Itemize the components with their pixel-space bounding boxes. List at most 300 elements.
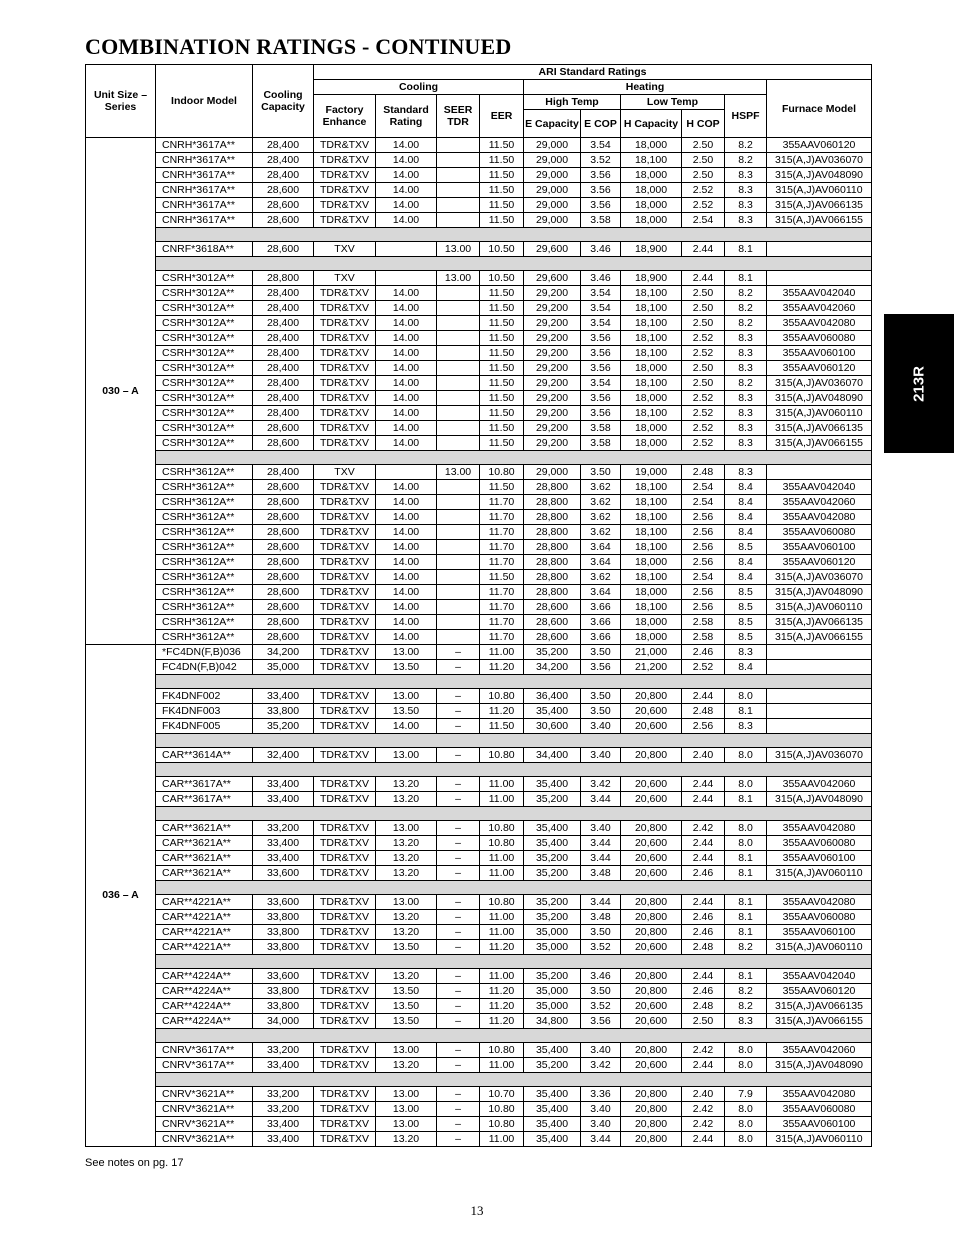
table-cell bbox=[767, 704, 872, 719]
table-cell: – bbox=[437, 704, 480, 719]
table-cell: CSRH*3012A** bbox=[156, 391, 253, 406]
table-cell: 2.40 bbox=[682, 1087, 725, 1102]
table-cell: 8.3 bbox=[725, 168, 767, 183]
table-cell: 14.00 bbox=[376, 570, 437, 585]
table-cell: 11.00 bbox=[480, 969, 524, 984]
table-cell: 11.00 bbox=[480, 1132, 524, 1147]
table-cell: 11.00 bbox=[480, 792, 524, 807]
table-cell: 18,100 bbox=[621, 406, 682, 421]
table-cell bbox=[437, 495, 480, 510]
table-cell: 14.00 bbox=[376, 168, 437, 183]
table-cell: 3.42 bbox=[581, 1058, 621, 1073]
table-cell: TDR&TXV bbox=[314, 331, 376, 346]
table-cell: 11.50 bbox=[480, 376, 524, 391]
table-cell: CSRH*3612A** bbox=[156, 495, 253, 510]
table-cell: 14.00 bbox=[376, 391, 437, 406]
table-row bbox=[86, 198, 872, 213]
table-row bbox=[86, 168, 872, 183]
table-cell: 13.50 bbox=[376, 704, 437, 719]
table-cell: – bbox=[437, 792, 480, 807]
table-cell: 2.48 bbox=[682, 704, 725, 719]
table-cell: 21,000 bbox=[621, 645, 682, 660]
separator-cell bbox=[156, 763, 872, 777]
table-cell: TDR&TXV bbox=[314, 925, 376, 940]
table-cell: 18,100 bbox=[621, 525, 682, 540]
table-cell: 10.80 bbox=[480, 748, 524, 763]
header-unit-size: Unit Size – Series bbox=[86, 65, 156, 138]
table-cell: 20,800 bbox=[621, 1087, 682, 1102]
table-cell: 13.20 bbox=[376, 969, 437, 984]
table-cell: 28,600 bbox=[253, 183, 314, 198]
table-cell: 29,200 bbox=[524, 361, 581, 376]
table-cell: CSRH*3012A** bbox=[156, 331, 253, 346]
table-row bbox=[86, 331, 872, 346]
table-cell: 3.40 bbox=[581, 1043, 621, 1058]
table-cell bbox=[437, 153, 480, 168]
table-cell: TDR&TXV bbox=[314, 1014, 376, 1029]
table-cell: 28,600 bbox=[253, 495, 314, 510]
table-cell: 14.00 bbox=[376, 480, 437, 495]
table-cell: 3.58 bbox=[581, 421, 621, 436]
table-cell: 3.66 bbox=[581, 600, 621, 615]
table-cell: 8.2 bbox=[725, 286, 767, 301]
table-cell: – bbox=[437, 895, 480, 910]
table-cell: CSRH*3612A** bbox=[156, 600, 253, 615]
table-cell: 14.00 bbox=[376, 510, 437, 525]
table-cell: 18,000 bbox=[621, 555, 682, 570]
table-cell: 11.20 bbox=[480, 999, 524, 1014]
table-cell: 3.62 bbox=[581, 525, 621, 540]
table-cell: CSRH*3612A** bbox=[156, 570, 253, 585]
table-cell: 20,600 bbox=[621, 866, 682, 881]
table-cell: 28,400 bbox=[253, 346, 314, 361]
table-row bbox=[86, 346, 872, 361]
table-cell bbox=[767, 719, 872, 734]
table-cell: 2.56 bbox=[682, 600, 725, 615]
table-cell: 35,000 bbox=[524, 925, 581, 940]
separator-row bbox=[86, 228, 872, 242]
table-cell: 35,400 bbox=[524, 836, 581, 851]
table-cell: TDR&TXV bbox=[314, 999, 376, 1014]
table-cell: 18,000 bbox=[621, 138, 682, 153]
table-cell: TDR&TXV bbox=[314, 630, 376, 645]
table-cell: 35,000 bbox=[524, 999, 581, 1014]
table-cell: 33,200 bbox=[253, 1043, 314, 1058]
section-tab-label: 213R bbox=[910, 365, 928, 402]
table-cell: 36,400 bbox=[524, 689, 581, 704]
table-cell: – bbox=[437, 984, 480, 999]
table-cell: 35,400 bbox=[524, 1102, 581, 1117]
table-cell: 2.56 bbox=[682, 510, 725, 525]
table-cell: 21,200 bbox=[621, 660, 682, 675]
table-cell: 11.50 bbox=[480, 168, 524, 183]
table-cell: CNRV*3617A** bbox=[156, 1043, 253, 1058]
table-cell: 2.44 bbox=[682, 777, 725, 792]
table-cell: TXV bbox=[314, 242, 376, 257]
table-cell: 20,800 bbox=[621, 984, 682, 999]
table-cell: 3.46 bbox=[581, 969, 621, 984]
table-cell: 20,800 bbox=[621, 821, 682, 836]
table-cell: 355AAV042080 bbox=[767, 821, 872, 836]
table-cell: 2.50 bbox=[682, 301, 725, 316]
table-cell: TDR&TXV bbox=[314, 660, 376, 675]
table-cell: 11.50 bbox=[480, 138, 524, 153]
table-cell: CAR**3614A** bbox=[156, 748, 253, 763]
table-cell: 3.52 bbox=[581, 999, 621, 1014]
table-cell: 355AAV042040 bbox=[767, 480, 872, 495]
table-cell: CAR**4221A** bbox=[156, 940, 253, 955]
table-cell: 11.50 bbox=[480, 346, 524, 361]
table-cell: 10.80 bbox=[480, 895, 524, 910]
table-row bbox=[86, 286, 872, 301]
table-cell: 35,200 bbox=[524, 792, 581, 807]
table-cell: 11.50 bbox=[480, 316, 524, 331]
table-cell: 2.48 bbox=[682, 999, 725, 1014]
table-cell: 315(A,J)AV066155 bbox=[767, 1014, 872, 1029]
table-cell: 8.2 bbox=[725, 316, 767, 331]
table-cell: 11.00 bbox=[480, 777, 524, 792]
table-cell: CSRH*3012A** bbox=[156, 421, 253, 436]
table-cell: 18,100 bbox=[621, 540, 682, 555]
table-cell: 35,200 bbox=[524, 1058, 581, 1073]
table-row bbox=[86, 1087, 872, 1102]
table-cell: 18,000 bbox=[621, 391, 682, 406]
table-row bbox=[86, 436, 872, 451]
separator-row bbox=[86, 1073, 872, 1087]
table-row bbox=[86, 316, 872, 331]
table-cell: 8.0 bbox=[725, 836, 767, 851]
table-row bbox=[86, 1117, 872, 1132]
separator-row bbox=[86, 763, 872, 777]
table-row bbox=[86, 969, 872, 984]
table-cell: 315(A,J)AV066135 bbox=[767, 615, 872, 630]
table-cell: 8.4 bbox=[725, 525, 767, 540]
table-cell: – bbox=[437, 1043, 480, 1058]
table-cell: 355AAV060100 bbox=[767, 346, 872, 361]
table-cell: TDR&TXV bbox=[314, 570, 376, 585]
table-cell: 35,000 bbox=[253, 660, 314, 675]
table-cell: CSRH*3612A** bbox=[156, 630, 253, 645]
page-number: 13 bbox=[470, 1203, 484, 1218]
table-cell bbox=[437, 346, 480, 361]
table-cell: TDR&TXV bbox=[314, 495, 376, 510]
table-cell: 8.1 bbox=[725, 925, 767, 940]
table-cell: 11.70 bbox=[480, 555, 524, 570]
table-cell: 355AAV060080 bbox=[767, 910, 872, 925]
table-cell: 14.00 bbox=[376, 286, 437, 301]
table-cell: 315(A,J)AV060110 bbox=[767, 406, 872, 421]
table-cell: 35,400 bbox=[524, 1043, 581, 1058]
table-cell: 3.44 bbox=[581, 1132, 621, 1147]
table-cell: 8.2 bbox=[725, 940, 767, 955]
table-cell: 3.56 bbox=[581, 346, 621, 361]
table-row bbox=[86, 391, 872, 406]
table-cell: 3.42 bbox=[581, 777, 621, 792]
table-cell: 35,400 bbox=[524, 777, 581, 792]
table-cell: 11.50 bbox=[480, 391, 524, 406]
table-cell: 2.42 bbox=[682, 1102, 725, 1117]
header-ari: ARI Standard Ratings bbox=[314, 65, 872, 80]
table-cell: 14.00 bbox=[376, 406, 437, 421]
table-cell: TXV bbox=[314, 271, 376, 286]
table-cell: TDR&TXV bbox=[314, 969, 376, 984]
separator-cell bbox=[156, 451, 872, 465]
table-cell: TDR&TXV bbox=[314, 585, 376, 600]
table-row bbox=[86, 301, 872, 316]
table-cell: 2.42 bbox=[682, 821, 725, 836]
table-cell: 11.00 bbox=[480, 910, 524, 925]
table-cell: 11.00 bbox=[480, 851, 524, 866]
table-cell: CAR**4221A** bbox=[156, 910, 253, 925]
table-cell: 20,800 bbox=[621, 1117, 682, 1132]
table-cell: CNRV*3621A** bbox=[156, 1087, 253, 1102]
table-cell: 28,400 bbox=[253, 406, 314, 421]
table-cell: 3.52 bbox=[581, 940, 621, 955]
table-cell: TDR&TXV bbox=[314, 645, 376, 660]
table-cell: CNRV*3621A** bbox=[156, 1117, 253, 1132]
table-cell: – bbox=[437, 719, 480, 734]
table-cell: 355AAV042040 bbox=[767, 286, 872, 301]
table-cell: 20,600 bbox=[621, 851, 682, 866]
table-cell: 2.44 bbox=[682, 242, 725, 257]
table-cell: 355AAV060100 bbox=[767, 1117, 872, 1132]
table-cell: 33,400 bbox=[253, 689, 314, 704]
table-row bbox=[86, 821, 872, 836]
table-cell: CAR**3621A** bbox=[156, 821, 253, 836]
table-cell: 18,100 bbox=[621, 495, 682, 510]
table-cell: 11.50 bbox=[480, 198, 524, 213]
table-cell: 13.20 bbox=[376, 910, 437, 925]
table-cell: 14.00 bbox=[376, 630, 437, 645]
table-cell: 2.52 bbox=[682, 346, 725, 361]
table-cell: 11.00 bbox=[480, 925, 524, 940]
table-cell: 3.56 bbox=[581, 183, 621, 198]
table-cell: 11.50 bbox=[480, 183, 524, 198]
table-cell: 28,600 bbox=[253, 198, 314, 213]
table-cell: 14.00 bbox=[376, 525, 437, 540]
table-cell: 8.5 bbox=[725, 585, 767, 600]
table-cell: 8.0 bbox=[725, 1132, 767, 1147]
table-cell: 8.4 bbox=[725, 660, 767, 675]
table-cell: – bbox=[437, 1087, 480, 1102]
table-cell: 14.00 bbox=[376, 495, 437, 510]
table-cell: 2.48 bbox=[682, 465, 725, 480]
table-cell: TDR&TXV bbox=[314, 421, 376, 436]
table-cell: 34,400 bbox=[524, 748, 581, 763]
table-cell: 3.40 bbox=[581, 1117, 621, 1132]
table-cell: 20,800 bbox=[621, 895, 682, 910]
table-cell: 20,800 bbox=[621, 1102, 682, 1117]
separator-row bbox=[86, 734, 872, 748]
table-cell: 2.52 bbox=[682, 331, 725, 346]
table-cell: TDR&TXV bbox=[314, 525, 376, 540]
table-cell: 29,200 bbox=[524, 391, 581, 406]
table-cell: 3.62 bbox=[581, 570, 621, 585]
table-cell bbox=[437, 615, 480, 630]
table-cell: 13.00 bbox=[376, 1102, 437, 1117]
table-cell: 14.00 bbox=[376, 213, 437, 228]
table-cell: 33,400 bbox=[253, 851, 314, 866]
table-cell: 29,000 bbox=[524, 465, 581, 480]
table-cell: 8.4 bbox=[725, 495, 767, 510]
table-cell: 8.0 bbox=[725, 821, 767, 836]
table-cell: 8.3 bbox=[725, 183, 767, 198]
table-cell: 13.20 bbox=[376, 1058, 437, 1073]
table-cell: CNRV*3621A** bbox=[156, 1102, 253, 1117]
table-cell: 33,400 bbox=[253, 836, 314, 851]
separator-cell bbox=[156, 675, 872, 689]
table-cell: 8.2 bbox=[725, 376, 767, 391]
table-cell: 20,800 bbox=[621, 910, 682, 925]
table-cell: 29,200 bbox=[524, 316, 581, 331]
table-cell: FK4DNF003 bbox=[156, 704, 253, 719]
table-cell: 20,600 bbox=[621, 777, 682, 792]
table-cell: 35,400 bbox=[524, 1087, 581, 1102]
table-row bbox=[86, 748, 872, 763]
table-cell: 8.1 bbox=[725, 866, 767, 881]
table-cell: TDR&TXV bbox=[314, 168, 376, 183]
table-cell: 2.44 bbox=[682, 1132, 725, 1147]
table-cell: – bbox=[437, 969, 480, 984]
table-cell: 13.20 bbox=[376, 1132, 437, 1147]
table-cell: 10.80 bbox=[480, 1043, 524, 1058]
table-cell: CAR**3621A** bbox=[156, 851, 253, 866]
table-cell: 355AAV060080 bbox=[767, 1102, 872, 1117]
table-cell: 18,900 bbox=[621, 271, 682, 286]
table-cell: TDR&TXV bbox=[314, 821, 376, 836]
table-cell: 2.44 bbox=[682, 851, 725, 866]
table-cell: 8.1 bbox=[725, 271, 767, 286]
table-cell: 315(A,J)AV048090 bbox=[767, 168, 872, 183]
table-cell: – bbox=[437, 777, 480, 792]
table-cell: 29,200 bbox=[524, 376, 581, 391]
table-cell: 34,200 bbox=[253, 645, 314, 660]
table-cell: 2.52 bbox=[682, 391, 725, 406]
table-cell: 3.44 bbox=[581, 851, 621, 866]
table-cell bbox=[437, 421, 480, 436]
table-cell: 18,100 bbox=[621, 316, 682, 331]
table-cell: 13.00 bbox=[376, 1117, 437, 1132]
table-cell: 13.20 bbox=[376, 792, 437, 807]
table-cell: CNRF*3618A** bbox=[156, 242, 253, 257]
table-cell: 11.20 bbox=[480, 704, 524, 719]
table-cell: 2.56 bbox=[682, 540, 725, 555]
table-cell: 11.50 bbox=[480, 436, 524, 451]
table-row bbox=[86, 999, 872, 1014]
table-cell: 29,200 bbox=[524, 406, 581, 421]
table-cell: 315(A,J)AV066155 bbox=[767, 436, 872, 451]
table-cell: 3.54 bbox=[581, 376, 621, 391]
table-cell: TDR&TXV bbox=[314, 555, 376, 570]
table-cell: CNRH*3617A** bbox=[156, 138, 253, 153]
table-cell: 11.50 bbox=[480, 301, 524, 316]
table-row bbox=[86, 719, 872, 734]
table-cell: 11.50 bbox=[480, 331, 524, 346]
table-cell: CSRH*3612A** bbox=[156, 540, 253, 555]
table-cell: 35,200 bbox=[524, 895, 581, 910]
table-cell: 13.00 bbox=[437, 271, 480, 286]
table-cell: 3.66 bbox=[581, 630, 621, 645]
table-row bbox=[86, 570, 872, 585]
table-row bbox=[86, 510, 872, 525]
table-cell: 11.50 bbox=[480, 361, 524, 376]
table-row bbox=[86, 600, 872, 615]
table-cell: 2.44 bbox=[682, 792, 725, 807]
table-cell: 18,000 bbox=[621, 421, 682, 436]
table-row bbox=[86, 421, 872, 436]
table-cell: 2.44 bbox=[682, 969, 725, 984]
table-cell: 20,600 bbox=[621, 1058, 682, 1073]
table-cell: 10.80 bbox=[480, 821, 524, 836]
series-label: 036 – A bbox=[86, 645, 156, 1147]
header-cooling-capacity: Cooling Capacity bbox=[253, 65, 314, 138]
table-cell: – bbox=[437, 866, 480, 881]
header-low-temp: Low Temp bbox=[621, 95, 725, 110]
table-cell: 355AAV060120 bbox=[767, 138, 872, 153]
table-row bbox=[86, 777, 872, 792]
table-cell: 35,000 bbox=[524, 940, 581, 955]
table-cell: 3.50 bbox=[581, 984, 621, 999]
separator-row bbox=[86, 807, 872, 821]
table-cell: 18,000 bbox=[621, 213, 682, 228]
table-cell bbox=[767, 242, 872, 257]
table-cell: 315(A,J)AV066155 bbox=[767, 630, 872, 645]
table-row bbox=[86, 910, 872, 925]
table-cell: 14.00 bbox=[376, 585, 437, 600]
table-cell: 28,800 bbox=[524, 480, 581, 495]
table-row bbox=[86, 585, 872, 600]
header-heating: Heating bbox=[524, 80, 767, 95]
table-cell: 33,400 bbox=[253, 1058, 314, 1073]
table-cell: 2.46 bbox=[682, 910, 725, 925]
table-cell: 10.80 bbox=[480, 1117, 524, 1132]
table-cell: 18,000 bbox=[621, 615, 682, 630]
separator-cell bbox=[156, 257, 872, 271]
table-cell: 3.36 bbox=[581, 1087, 621, 1102]
table-cell: TDR&TXV bbox=[314, 1043, 376, 1058]
table-cell: 3.64 bbox=[581, 585, 621, 600]
table-cell: 18,000 bbox=[621, 183, 682, 198]
table-cell: 2.48 bbox=[682, 940, 725, 955]
table-cell: CSRH*3012A** bbox=[156, 406, 253, 421]
table-cell: 3.50 bbox=[581, 704, 621, 719]
table-cell: 2.44 bbox=[682, 271, 725, 286]
header-cooling: Cooling bbox=[314, 80, 524, 95]
table-cell: 33,600 bbox=[253, 866, 314, 881]
table-cell: 8.0 bbox=[725, 1043, 767, 1058]
table-cell: 2.58 bbox=[682, 630, 725, 645]
table-cell: 14.00 bbox=[376, 555, 437, 570]
table-cell: 2.50 bbox=[682, 153, 725, 168]
table-cell: 2.54 bbox=[682, 213, 725, 228]
table-cell: 18,100 bbox=[621, 510, 682, 525]
table-cell: 2.44 bbox=[682, 1058, 725, 1073]
table-cell: 355AAV060080 bbox=[767, 836, 872, 851]
table-cell: 28,400 bbox=[253, 153, 314, 168]
table-cell: 13.20 bbox=[376, 777, 437, 792]
table-cell bbox=[437, 361, 480, 376]
table-cell bbox=[767, 271, 872, 286]
table-cell: 2.42 bbox=[682, 1043, 725, 1058]
table-cell: 18,000 bbox=[621, 630, 682, 645]
table-cell: 8.3 bbox=[725, 436, 767, 451]
table-cell bbox=[437, 391, 480, 406]
table-cell: 11.70 bbox=[480, 525, 524, 540]
table-cell: 18,000 bbox=[621, 361, 682, 376]
table-cell: 3.54 bbox=[581, 138, 621, 153]
table-cell: 18,000 bbox=[621, 585, 682, 600]
table-row bbox=[86, 645, 872, 660]
